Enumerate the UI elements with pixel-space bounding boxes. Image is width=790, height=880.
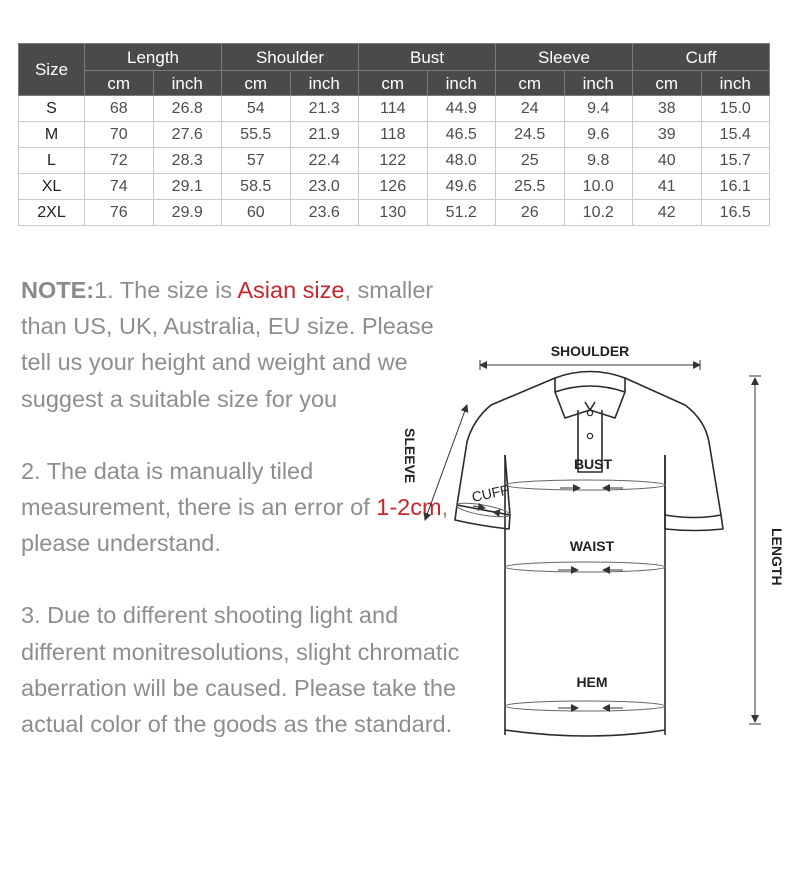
shoulder-header: Shoulder (222, 44, 359, 71)
table-row (19, 122, 770, 148)
table-cell: 9.6 (564, 122, 633, 148)
waist-label: WAIST (569, 538, 615, 554)
table-cell: 15.0 (701, 96, 770, 122)
note-3: 3. Due to different shooting light and different monitresolutions, slight chromatic aberration will be caused. Please take the actual color of the goods as the standard. (21, 602, 460, 738)
shoulder-label: SHOULDER (550, 343, 630, 359)
table-row (19, 148, 770, 174)
table-cell: 28.3 (153, 148, 222, 174)
sleeve-header: Sleeve (496, 44, 633, 71)
table-cell: 22.4 (290, 148, 359, 174)
table-cell: 25.5 (496, 174, 565, 200)
asian-size-highlight: Asian size (237, 277, 345, 303)
table-cell: 25 (496, 148, 565, 174)
table-cell: 27.6 (153, 122, 222, 148)
cuff-label: CUFF (470, 481, 511, 505)
sleeve-dimension-line (425, 405, 467, 520)
unit-cm: cm (633, 71, 702, 96)
error-range-highlight: 1-2cm (376, 494, 442, 521)
unit-inch: inch (427, 71, 496, 96)
unit-cm: cm (359, 71, 428, 96)
table-cell: 42 (633, 200, 702, 226)
table-cell: 9.8 (564, 148, 633, 174)
size-cell: XL (19, 174, 85, 200)
bust-header: Bust (359, 44, 496, 71)
right-shoulder (625, 378, 721, 518)
table-cell: 23.6 (290, 200, 359, 226)
cuff-header: Cuff (633, 44, 770, 71)
table-cell: 26.8 (153, 96, 222, 122)
length-label: LENGTH (769, 528, 785, 586)
table-cell: 60 (222, 200, 291, 226)
table-cell: 16.5 (701, 200, 770, 226)
table-cell: 10.2 (564, 200, 633, 226)
table-cell: 55.5 (222, 122, 291, 148)
unit-cm: cm (222, 71, 291, 96)
table-cell: 54 (222, 96, 291, 122)
table-header-row (19, 44, 770, 71)
table-row (19, 200, 770, 226)
table-cell: 49.6 (427, 174, 496, 200)
table-cell: 58.5 (222, 174, 291, 200)
table-cell: 118 (359, 122, 428, 148)
note-label: NOTE: (21, 277, 95, 303)
collar-left (555, 372, 625, 393)
table-cell: 41 (633, 174, 702, 200)
table-cell: 9.4 (564, 96, 633, 122)
unit-inch: inch (701, 71, 770, 96)
table-cell: 68 (85, 96, 154, 122)
note-2-prefix: 2. The data is manually tiled measurement, there is an error of (21, 457, 377, 521)
table-cell: 39 (633, 122, 702, 148)
table-cell: 21.3 (290, 96, 359, 122)
table-cell: 10.0 (564, 174, 633, 200)
table-cell: 40 (633, 148, 702, 174)
table-cell: 16.1 (701, 174, 770, 200)
hem-measure-line (505, 701, 665, 711)
size-chart-table (18, 43, 770, 226)
table-cell: 130 (359, 200, 428, 226)
table-cell: 74 (85, 174, 154, 200)
unit-inch: inch (153, 71, 222, 96)
table-cell: 57 (222, 148, 291, 174)
table-cell: 122 (359, 148, 428, 174)
note-1-prefix: 1. The size is (94, 277, 238, 303)
note-2-suffix: , please understand. (21, 494, 449, 557)
length-header: Length (85, 44, 222, 71)
unit-inch: inch (290, 71, 359, 96)
bust-measure-line (505, 480, 665, 490)
table-unit-row (19, 71, 770, 96)
table-cell: 72 (85, 148, 154, 174)
table-cell: 24 (496, 96, 565, 122)
table-cell: 24.5 (496, 122, 565, 148)
hem-label: HEM (576, 674, 608, 690)
table-cell: 38 (633, 96, 702, 122)
size-cell: M (19, 122, 85, 148)
table-cell: 126 (359, 174, 428, 200)
table-cell: 23.0 (290, 174, 359, 200)
unit-inch: inch (564, 71, 633, 96)
table-cell: 114 (359, 96, 428, 122)
note-1-suffix: , smaller than US, UK, Australia, EU size. Please tell us your height and weight and we suggest a suitable size for you (21, 277, 434, 412)
table-cell: 29.1 (153, 174, 222, 200)
button-2 (587, 433, 592, 438)
table-cell: 15.7 (701, 148, 770, 174)
size-cell: 2XL (19, 200, 85, 226)
unit-cm: cm (496, 71, 565, 96)
table-cell: 76 (85, 200, 154, 226)
size-header: Size (19, 44, 85, 96)
table-cell: 48.0 (427, 148, 496, 174)
unit-cm: cm (85, 71, 154, 96)
table-cell: 15.4 (701, 122, 770, 148)
table-cell: 44.9 (427, 96, 496, 122)
bust-label: BUST (573, 456, 613, 472)
table-cell: 21.9 (290, 122, 359, 148)
collar-flap-right (590, 392, 625, 418)
table-cell: 26 (496, 200, 565, 226)
size-cell: S (19, 96, 85, 122)
shirt-body (505, 455, 665, 736)
size-cell: L (19, 148, 85, 174)
waist-measure-line (505, 562, 665, 572)
button-1 (587, 410, 592, 415)
sleeve-label: SLEEVE (402, 428, 418, 484)
table-cell: 29.9 (153, 200, 222, 226)
polo-shirt-measurement-diagram (395, 330, 790, 750)
table-cell: 70 (85, 122, 154, 148)
table-cell: 46.5 (427, 122, 496, 148)
table-row (19, 174, 770, 200)
table-row (19, 96, 770, 122)
collar-flap-left (555, 392, 590, 418)
table-cell: 51.2 (427, 200, 496, 226)
